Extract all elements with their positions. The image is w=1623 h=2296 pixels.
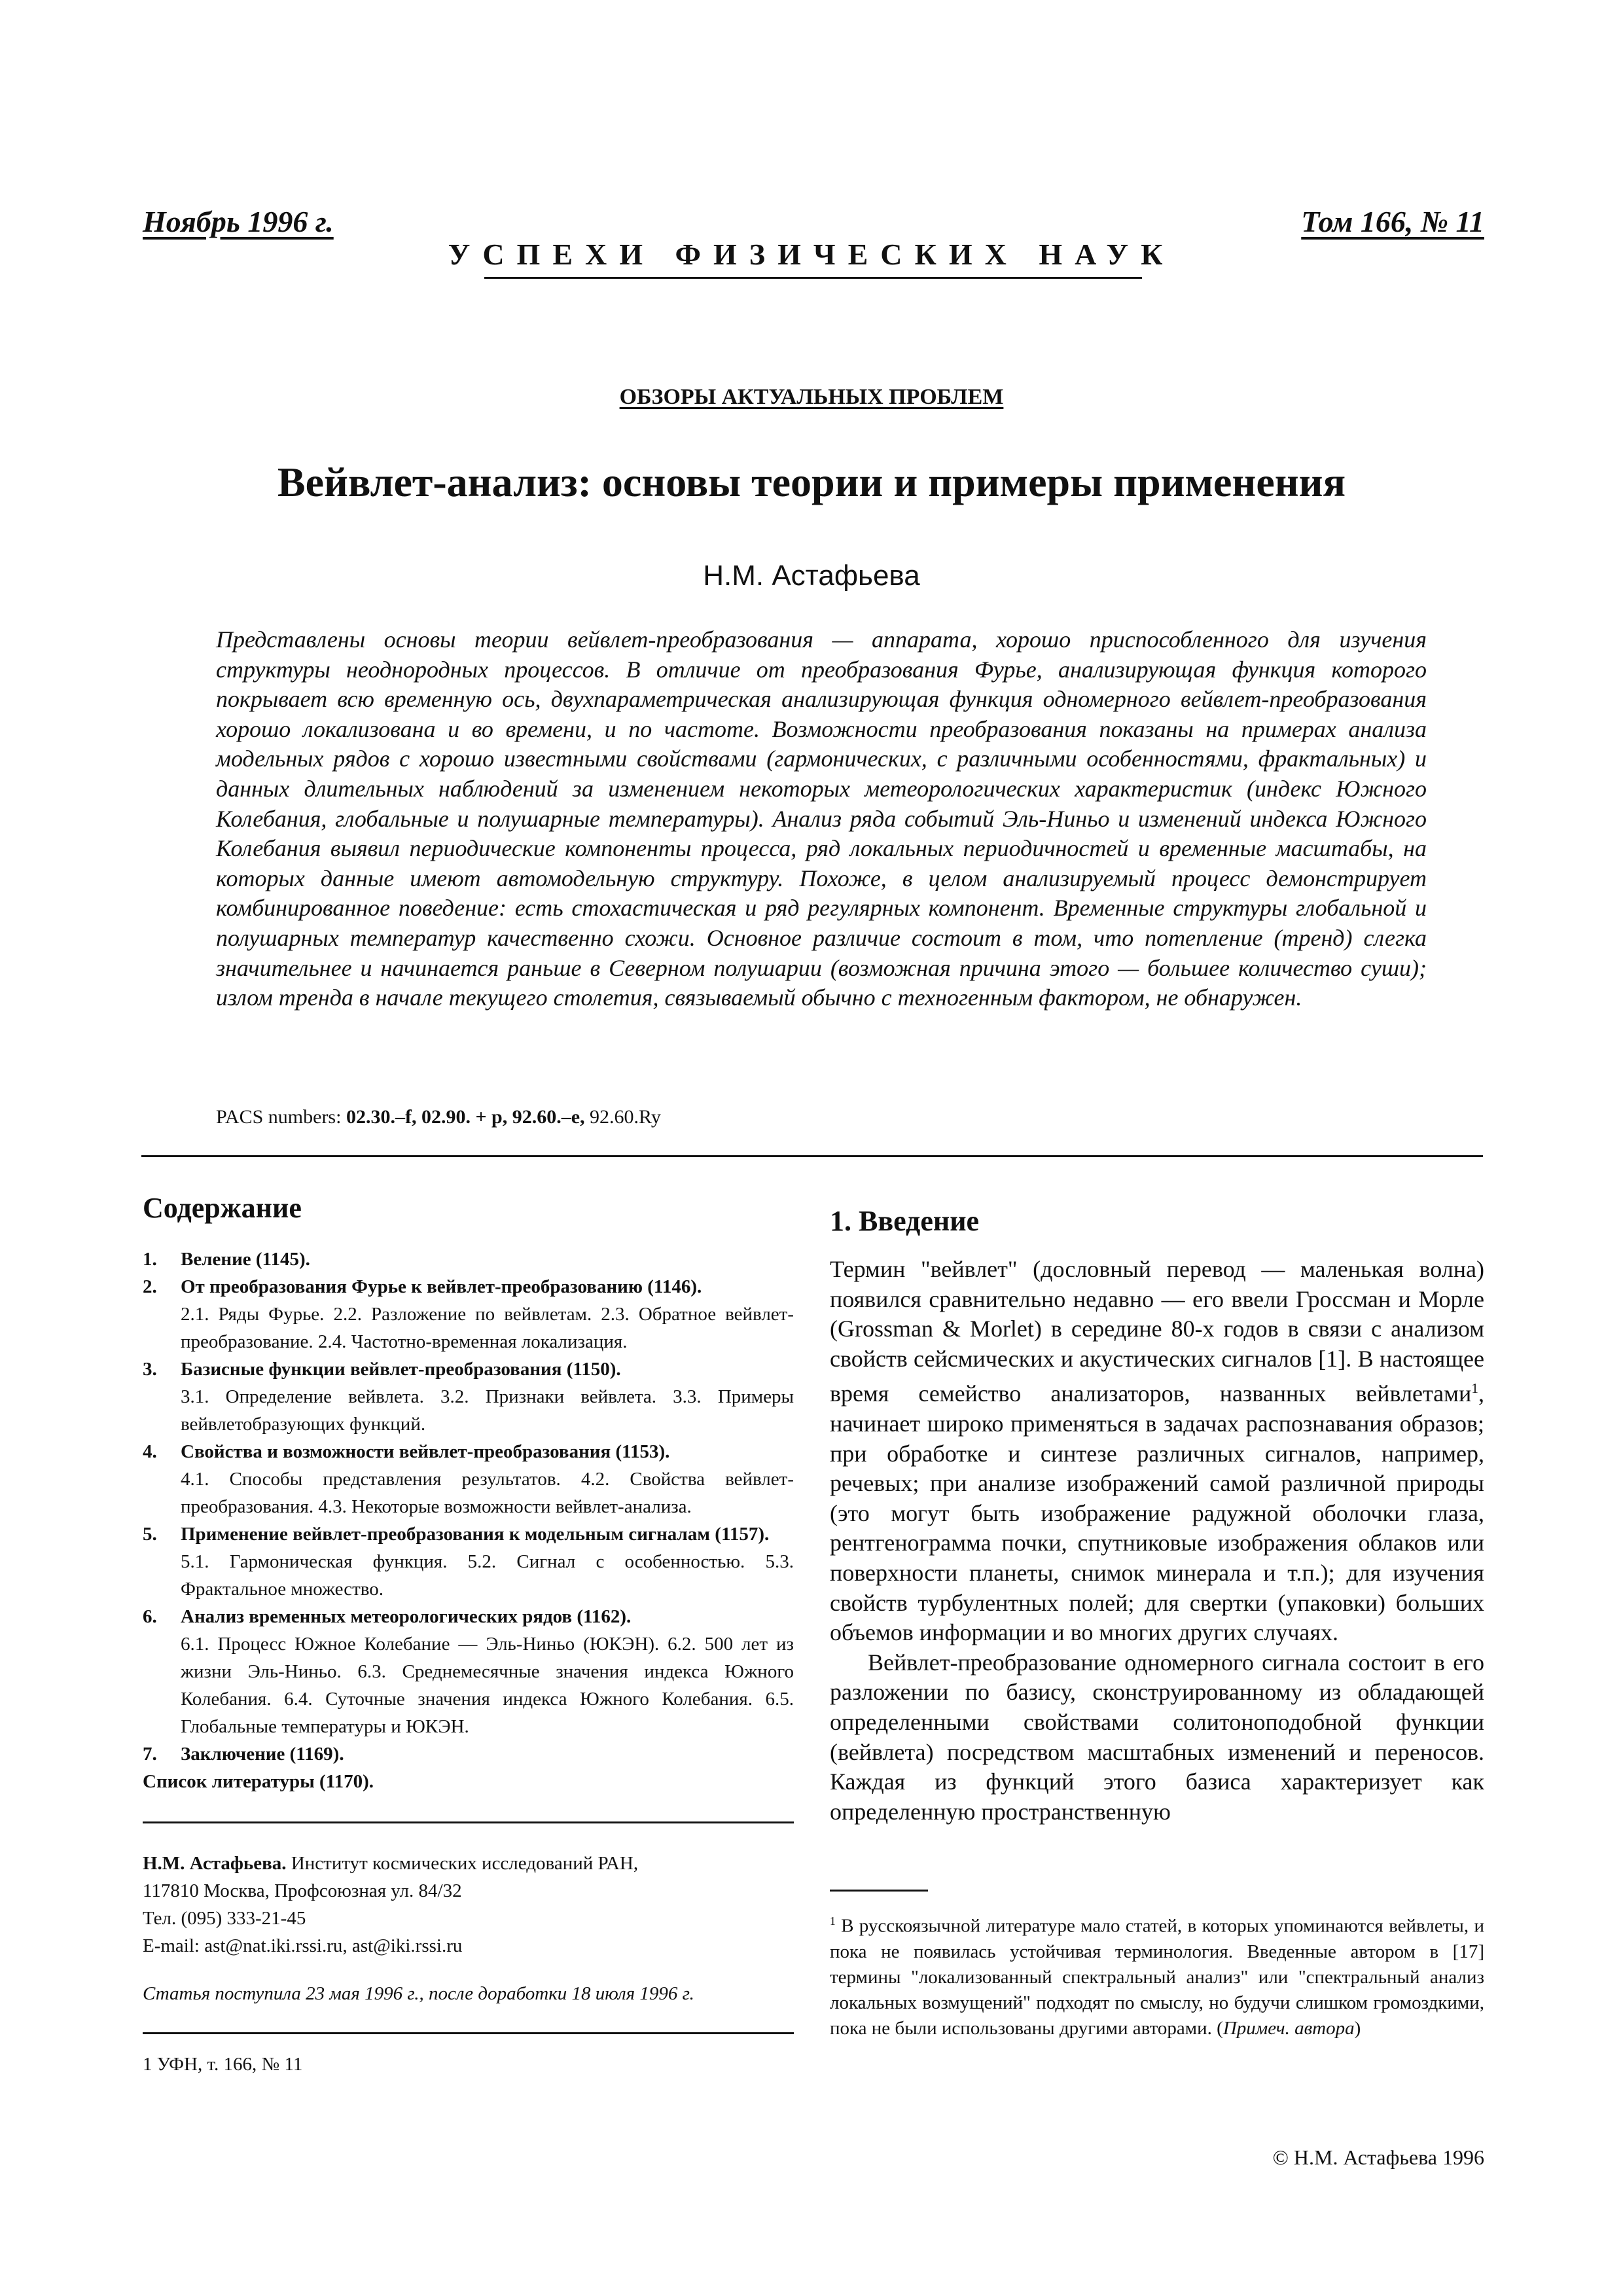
toc-num: 4. (143, 1441, 157, 1462)
article-author: Н.М. Астафьева (703, 560, 920, 592)
issue-date: Ноябрь 1996 г. (143, 205, 334, 238)
toc-num: 6. (143, 1606, 157, 1627)
footnote (830, 1909, 1484, 2041)
toc-item[interactable] (143, 1740, 794, 1768)
toc-item[interactable] (143, 1438, 794, 1520)
toc-item[interactable] (143, 1603, 794, 1740)
pacs-rest: 92.60.Ry (584, 1106, 661, 1128)
intro-paragraph-2: Вейвлет-преобразование одномерного сигнала состоит в его разложении по базису, сконструированному из обладающей определенными свойствами солитоноподобной функции (вейвлета) посредством масштабных изменений и переносов. Каждая из функций этого базиса характеризует как определенную пространственную (830, 1649, 1484, 1825)
toc-text: Применение вейвлет-преобразования к модельным сигналам (1157). (181, 1524, 770, 1545)
toc-text: Заключение (1169). (181, 1744, 344, 1765)
toc-item[interactable] (143, 1355, 794, 1438)
footer-rule (143, 2032, 794, 2034)
journal-title: УСПЕХИ ФИЗИЧЕСКИХ НАУК (448, 238, 1175, 271)
received-date: Статья поступила 23 мая 1996 г., после доработки 18 июля 1996 г. (143, 1983, 694, 2004)
affil-email: E-mail: ast@nat.iki.rssi.ru, ast@iki.rssi.ru (143, 1935, 463, 1956)
footer-left: 1 УФН, т. 166, № 11 (143, 2054, 303, 2075)
toc-references[interactable]: Список литературы (1170). (143, 1771, 374, 1792)
toc-item[interactable] (143, 1520, 794, 1603)
toc-num: 5. (143, 1524, 157, 1545)
pacs-numbers (216, 1106, 661, 1128)
toc-item[interactable] (143, 1246, 794, 1273)
intro-p1-end: , начинает широко применяться в задачах распознавания образов; при обработке и синтезе различных сигналов, например, речевых; при анализе изображений самой различной природы (это могут быть изображение радужной оболочки глаза, рентгенограмма почки, спутниковые изображения облаков или поверхности планеты, снимок минерала и т.п.); для изучения свойств турбулентных полей; для свертки (упаковки) больших объемов информации и во многих других случаях. (830, 1380, 1484, 1646)
toc-item[interactable] (143, 1273, 794, 1355)
affil-address: 117810 Москва, Профсоюзная ул. 84/32 (143, 1880, 462, 1901)
footnote-rule (830, 1890, 928, 1892)
toc-text: Свойства и возможности вейвлет-преобразования (1153). (181, 1441, 670, 1462)
left-column (143, 1191, 794, 2075)
footnote-text: В русскоязычной литературе мало статей, в которых упоминаются вейвлеты, и пока не появилась устойчивая терминология. Введенные автором в [17] термины "локализованный спектральный анализ" или "спектральный анализ локальных возмущений" подходят по смыслу, но будучи слишком громоздкими, пока не были использованы другими авторами. ( (830, 1915, 1484, 2039)
toc-sub: 6.1. Процесс Южное Колебание — Эль-Ниньо (ЮКЭН). 6.2. 500 лет из жизни Эль-Ниньо. 6.3. Среднемесячные значения индекса Южного Колебания. 6.4. Суточные значения индекса Южного Колебания. 6.5. Глобальные температуры и ЮКЭН. (181, 1634, 794, 1737)
toc-sub: 2.1. Ряды Фурье. 2.2. Разложение по вейвлетам. 2.3. Обратное вейвлет-преобразование. 2.4. Частотно-временная локализация. (181, 1304, 794, 1352)
journal-rule (484, 277, 1142, 279)
affiliation-rule (143, 1821, 794, 1823)
footnote-close: ) (1354, 2017, 1361, 2039)
article-title: Вейвлет-анализ: основы теории и примеры применения (277, 459, 1346, 505)
abstract: Представлены основы теории вейвлет-преобразования — аппарата, хорошо приспособленного для изучения структуры неоднородных процессов. В отличие от преобразования Фурье, анализирующая функция которого покрывает всю временную ось, двухпараметрическая анализирующая функция одномерного вейвлет-преобразования хорошо локализована и во времени, и по частоте. Возможности преобразования показаны на примерах анализа модельных рядов с хорошо известными свойствами (гармонических, с различными особенностями, фрактальных) и данных длительных наблюдений за изменением некоторых метеорологических характеристик (индекс Южного Колебания, глобальные и полушарные температуры). Анализ ряда событий Эль-Ниньо и изменений индекса Южного Колебания выявил периодические компоненты процесса, ряд локальных периодичностей и временные масштабы, на которых данные имеют автомодельную структуру. Похоже, в целом анализируемый процесс демонстрирует комбинированное поведение: есть стохастическая и ряд регулярных компонент. Временные структуры глобальной и полушарных температур качественно схожи. Основное различие состоит в том, что потепление (тренд) слегка значительнее и начинается раньше в Северном полушарии (возможная причина этого — большее количество суши); излом тренда в начале текущего столетия, связываемый обычно с техногенным фактором, не обнаружен. (216, 626, 1427, 1011)
pacs-label: PACS numbers: (216, 1106, 342, 1128)
footnote-note: Примеч. автора (1222, 2017, 1355, 2039)
affil-phone: Тел. (095) 333-21-45 (143, 1908, 306, 1929)
issue-volume: Том 166, № 11 (1301, 205, 1484, 238)
pacs-bold: 02.30.–f, 02.90. + p, 92.60.–e, (346, 1106, 585, 1128)
affil-name: Н.М. Астафьева. (143, 1853, 287, 1874)
right-column (830, 1204, 1484, 2041)
toc-text: Анализ временных метеорологических рядов (1162). (181, 1606, 632, 1627)
intro-heading: 1. Введение (830, 1205, 980, 1237)
intro-body (830, 1255, 1484, 1827)
table-of-contents (143, 1246, 794, 1795)
intro-p1-start: Термин "вейвлет" (дословный перевод — маленькая волна) появился сравнительно недавно — его ввели Гроссман и Морле (Grossman & Morlet) в середине 80-х годов в связи с анализом свойств сейсмических и акустических сигналов [1]. В настоящее время семейство анализаторов, названных вейвлетами (830, 1256, 1484, 1407)
toc-sub: 4.1. Способы представления результатов. 4.2. Свойства вейвлет-преобразования. 4.3. Некоторые возможности вейвлет-анализа. (181, 1469, 794, 1517)
toc-num: 2. (143, 1276, 157, 1297)
toc-text: Веление (1145). (181, 1249, 310, 1270)
toc-text: Базисные функции вейвлет-преобразования (1150). (181, 1359, 621, 1380)
toc-sub: 5.1. Гармоническая функция. 5.2. Сигнал с особенностью. 5.3. Фрактальное множество. (181, 1551, 794, 1600)
toc-num: 1. (143, 1249, 157, 1270)
copyright: © Н.М. Астафьева 1996 (1272, 2145, 1484, 2169)
intro-paragraph-1 (830, 1255, 1484, 1648)
footnote-ref[interactable]: 1 (1471, 1380, 1478, 1397)
affil-institute: Институт космических исследований РАН, (286, 1853, 639, 1874)
section-kind: ОБЗОРЫ АКТУАЛЬНЫХ ПРОБЛЕМ (619, 385, 1004, 409)
author-affiliation (143, 1850, 794, 1960)
toc-title: Содержание (143, 1192, 302, 1224)
toc-num: 7. (143, 1744, 157, 1765)
toc-num: 3. (143, 1359, 157, 1380)
main-divider (141, 1155, 1483, 1157)
footnote-mark: 1 (830, 1914, 836, 1928)
toc-text: От преобразования Фурье к вейвлет-преобразованию (1146). (181, 1276, 702, 1297)
toc-sub: 3.1. Определение вейвлета. 3.2. Признаки вейвлета. 3.3. Примеры вейвлетобразующих функций. (181, 1386, 794, 1435)
